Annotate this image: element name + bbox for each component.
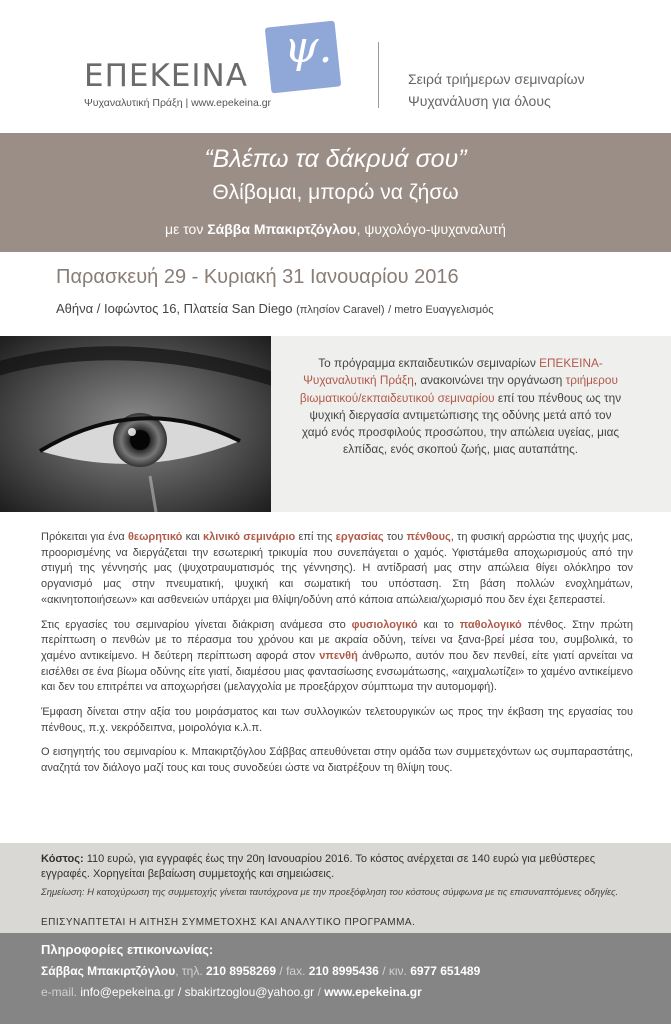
email-label: e-mail. (41, 985, 78, 999)
speaker-role: , ψυχολόγο-ψυχαναλυτή (356, 221, 506, 237)
text: και (182, 531, 204, 543)
cost-label: Κόστος: (41, 853, 84, 865)
intro-text (298, 355, 623, 459)
tel-label: , τηλ. (175, 964, 203, 978)
title-band (0, 133, 671, 252)
cost-section (0, 843, 671, 933)
event-venue (56, 301, 494, 316)
contact-web (41, 985, 422, 999)
paragraph (41, 530, 633, 609)
intro-part: Το πρόγραμμα εκπαιδευτικών σεμιναρίων (318, 356, 536, 370)
text: Πρόκειται για ένα (41, 531, 128, 543)
email-links[interactable]: info@epekeina.gr / sbakirtzoglou@yahoo.gr (77, 985, 318, 999)
venue-address: Αθήνα / Ιοφώντος 16, Πλατεία San Diego (56, 301, 293, 316)
eye-photo (0, 336, 271, 512)
paragraph (41, 618, 633, 697)
seminar-title: “Βλέπω τα δάκρυά σου” (204, 145, 467, 173)
cost-note: Σημείωση: Η κατοχύρωση της συμμετοχής γίνεται ταυτόχρονα με την προεξόφληση του κόστους σύμφωνα με τις επισυναπτόμενες οδηγίες. (41, 887, 619, 898)
text: , τη φυσική αρρώστια της ψυχής μας, προορισμένης να διεργάζεται την εσωτερική τρικυμία που συνεπάγεται ο χαμός. Υφιστάμεθα αποχωρισμούς από την στιγμή της γέννησής μας (ψυχοτραυματισμός της γέννησης). Η αντίδρασή μας στην απώλεια θίγει ολόκληρο τον οργανισμό μας στην πνευματική, ψυχική και σωματική του υπόσταση. Στη βάση πολλών ενοχλημάτων, «ακινητοποιήσεων» και ασθενειών υπάρχει μια θλίψη/οδύνη από κάποια απώλεια/χωρισμό που δεν έχει ξεπεραστεί. (41, 531, 633, 606)
paragraph: Έμφαση δίνεται στην αξία του μοιράσματος και των συλλογικών τελετουργικών ως προς την έκβαση της εργασίας του πένθους, π.χ. νεκρόδειπνα, μοιρολόγια κ.λ.π. (41, 706, 633, 734)
mobile-label: / κιν. (382, 964, 407, 978)
venue-landmark: (πλησίον Caravel) (296, 304, 385, 316)
emphasis: φυσιολογικό (351, 618, 418, 631)
logo-psi-symbol: ψ. (284, 22, 333, 73)
contact-name: Σάββας Μπακιρτζόγλου (41, 964, 176, 978)
seminar-subtitle: Θλίβομαι, μπορώ να ζήσω (212, 181, 459, 204)
emphasis: παθολογικό (459, 618, 522, 631)
paragraph: Ο εισηγητής του σεμιναρίου κ. Μπακιρτζόγλου Σάββας απευθύνεται στην ομάδα των συμμετεχόντων ως συμπαραστάτης, αναζητά τον διάλογο μαζί τους και τους συνοδεύει ώστε να διατρέξουν τη θλίψη τους. (41, 746, 633, 775)
header (0, 0, 671, 133)
text: άνθρωπο, αυτόν που δεν πενθεί, είτε γιατί αρνείται να εισέλθει σε ένα βίωμα οδύνης είτε γιατί, διαμέσου μιας φαντασίωσης ενσωμάτωσης, «αιχμαλωτίζει» το χαμένο αντικείμενο και δεν του επιτρέπει να αποχωρήσει (μελαγχολία με προεξάρχον σύμπτωμα την αυτομομφή). (41, 649, 634, 694)
intro-part: , ανακοινώνει την οργάνωση (413, 373, 566, 388)
eye-image (0, 336, 271, 512)
cost-text: 110 ευρώ, για εγγραφές έως την 20η Ιανουαρίου 2016. Το κόστος ανέρχεται σε 140 ευρώ για μεθύστερες εγγραφές. Χορηγείται βεβαίωση συμμετοχής και σημειώσεις. (41, 853, 596, 880)
attachment-notice: ΕΠΙΣΥΝΑΠΤΕΤΑΙ Η ΑΙΤΗΣΗ ΣΥΜΜΕΤΟΧΗΣ ΚΑΙ ΑΝΑΛΥΤΙΚΟ ΠΡΟΓΡΑΜΜΑ. (41, 917, 416, 928)
description (41, 530, 633, 786)
text: και το (417, 618, 460, 631)
text: επί της (295, 531, 336, 543)
contact-title: Πληροφορίες επικοινωνίας: (41, 942, 214, 957)
speaker-prefix: με τον (165, 221, 208, 237)
contact-section (0, 933, 671, 1024)
header-divider (378, 42, 379, 108)
speaker-name: Σάββα Μπακιρτζόγλου (207, 221, 357, 237)
contact-phones (41, 964, 480, 978)
emphasis: ν​πενθή (319, 649, 358, 662)
fax-number: 210 8995436 (305, 964, 383, 978)
logo-wordmark: ΕΠΕΚΕΙΝΑ (84, 58, 248, 94)
emphasis: θεωρητικό (127, 531, 183, 543)
venue-metro: / metro Ευαγγελισμός (388, 304, 494, 316)
text: πένθος. Στην πρώτη περίπτωση ο πενθών με το πέρασμα του χρόνου και με ακραία οδύνη, τείνει να ξανα-βρεί μέσα του, συμβολικά, το χαμένο αντικείμενο. Η δεύτερη περίπτωση αφορά στον (41, 618, 634, 662)
cost-line (41, 852, 641, 882)
text: του (383, 531, 407, 543)
mobile-number: 6977 651489 (406, 964, 481, 978)
org-name: ΕΠΕΚΕΙΝΑ-Ψυχαναλυτική Πράξη (303, 356, 603, 388)
speaker-line (0, 221, 671, 237)
website-link[interactable]: www.epekeina.gr (324, 985, 422, 999)
tel-number: 210 8958269 (202, 964, 280, 978)
seminar-type: τριήμερου βιωματικού/εκπαιδευτικού σεμιναρίου (299, 373, 618, 405)
fax-label: / fax. (279, 964, 306, 978)
series-subtitle: Ψυχανάλυση για όλους (408, 93, 551, 109)
emphasis: εργασίας (335, 531, 384, 543)
intro-part: επί του πένθους ως την ψυχική διεργασία αντιμετώπισης της οδύνης μετά από τον χαμό ενός προσφιλούς προσώπου, την απώλεια υγείας, μιας ελπίδας, ενός σκοπού ζωής, μιας αυταπάτης. (301, 390, 622, 457)
event-date: Παρασκευή 29 - Κυριακή 31 Ιανουαρίου 2016 (56, 266, 459, 288)
emphasis: πένθους (406, 531, 451, 543)
logo-subtitle: Ψυχαναλυτική Πράξη | www.epekeina.gr (84, 97, 272, 109)
series-title: Σειρά τριήμερων σεμιναρίων (408, 71, 585, 87)
emphasis: κλινικό σεμινάριο (203, 531, 296, 543)
separator: / (317, 985, 325, 999)
text: Στις εργασίες του σεμιναρίου γίνεται διάκριση ανάμεσα στο (41, 618, 352, 631)
